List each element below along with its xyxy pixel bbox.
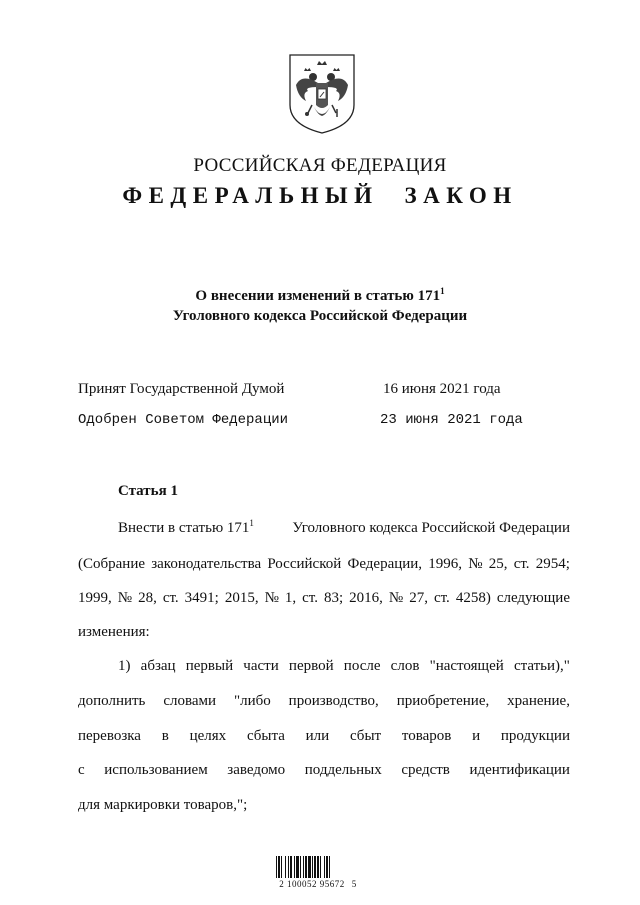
word: производство, xyxy=(288,693,379,709)
article-line-7 xyxy=(78,728,570,745)
word: Федерации, xyxy=(347,556,423,572)
word: первой xyxy=(288,658,334,674)
word: № xyxy=(264,590,279,606)
article-line-9: для маркировки товаров,"; xyxy=(78,797,248,813)
law-title xyxy=(0,286,640,326)
document-type-heading xyxy=(0,183,640,209)
barcode-bar xyxy=(290,856,292,878)
word: 28, xyxy=(138,590,157,606)
word: (Собрание xyxy=(78,556,146,572)
barcode-bar xyxy=(326,856,328,878)
barcode-bar xyxy=(308,856,311,878)
word: 27, xyxy=(409,590,428,606)
word: 2015, xyxy=(224,590,259,606)
word: дополнить xyxy=(78,693,146,709)
word: целях xyxy=(189,728,227,744)
barcode xyxy=(268,846,368,894)
word: абзац xyxy=(140,658,176,674)
word: 25, xyxy=(488,556,508,572)
word: 2954; xyxy=(535,556,570,572)
word: статьи)," xyxy=(513,658,570,674)
word: первый xyxy=(185,658,234,674)
document-type-word-1: ФЕДЕРАЛЬНЫЙ xyxy=(122,183,379,208)
word: законодательства xyxy=(151,556,262,572)
barcode-bar xyxy=(288,856,289,878)
word: ст. xyxy=(162,590,179,606)
word: продукции xyxy=(500,728,570,744)
word: идентификации xyxy=(469,762,570,778)
barcode-number xyxy=(268,879,368,889)
article-line-8 xyxy=(78,762,570,779)
barcode-bar xyxy=(296,856,299,878)
word: 2016, xyxy=(349,590,383,606)
word: или xyxy=(305,728,330,744)
barcode-bar xyxy=(285,856,286,878)
law-title-line-2: Уголовного кодекса Российской Федерации xyxy=(172,308,468,324)
country-heading: РОССИЙСКАЯ ФЕДЕРАЦИЯ xyxy=(193,155,447,176)
word: "либо xyxy=(233,693,271,709)
word: следующие xyxy=(496,590,570,606)
barcode-bars xyxy=(276,856,358,878)
word: Российской xyxy=(267,556,342,572)
word: "настоящей xyxy=(429,658,504,674)
word: № xyxy=(117,590,133,606)
word: поддельных xyxy=(304,762,382,778)
law-title-superscript: 1 xyxy=(440,286,445,296)
article-line-5 xyxy=(118,658,570,675)
word: в xyxy=(161,728,169,744)
word: перевозка xyxy=(78,728,141,744)
word: части xyxy=(243,658,279,674)
barcode-bar xyxy=(324,856,325,878)
word: 83; xyxy=(323,590,344,606)
word: № xyxy=(468,556,483,572)
word: словами xyxy=(163,693,217,709)
article-line-4: изменения: xyxy=(78,624,150,640)
article-line-1-superscript: 1 xyxy=(249,518,254,528)
barcode-bar xyxy=(329,856,330,878)
word: сбыт xyxy=(349,728,382,744)
barcode-bar xyxy=(303,856,304,878)
barcode-bar xyxy=(294,856,295,878)
approved-council-label: Одобрен Советом Федерации xyxy=(78,412,289,428)
word: 1996, xyxy=(428,556,463,572)
barcode-bar xyxy=(314,856,316,878)
word: 1) xyxy=(118,658,131,674)
word: хранение, xyxy=(507,693,570,709)
article-line-3 xyxy=(78,590,570,607)
word: № xyxy=(388,590,404,606)
adopted-duma-label: Принят Государственной Думой xyxy=(78,381,285,397)
word: после xyxy=(343,658,381,674)
word: ст. xyxy=(433,590,450,606)
article-line-1-rest: Уголовного кодекса Российской Федерации xyxy=(292,520,570,536)
barcode-bar xyxy=(320,856,321,878)
word: 4258) xyxy=(455,590,491,606)
article-line-6 xyxy=(78,693,570,710)
coat-of-arms-emblem xyxy=(288,53,356,135)
barcode-bar xyxy=(317,856,319,878)
word: средств xyxy=(401,762,450,778)
barcode-bar xyxy=(276,856,277,878)
barcode-bar xyxy=(305,856,307,878)
word: 1, xyxy=(284,590,297,606)
word: приобретение, xyxy=(396,693,490,709)
barcode-bar xyxy=(312,856,313,878)
barcode-bar xyxy=(281,856,282,878)
word: ст. xyxy=(302,590,318,606)
law-title-line-1-text: О внесении изменений в статью 171 xyxy=(195,288,441,304)
article-line-1-prefix xyxy=(118,520,254,537)
article-line-1-prefix-text: Внести в статью 171 xyxy=(118,520,250,536)
article-heading: Статья 1 xyxy=(118,483,178,499)
word: с xyxy=(78,762,85,778)
law-title-line-1 xyxy=(0,286,640,306)
adopted-duma-date: 16 июня 2021 года xyxy=(383,381,501,397)
word: слов xyxy=(390,658,420,674)
barcode-check-digit: 5 xyxy=(351,879,357,889)
document-type-word-2: ЗАКОН xyxy=(404,183,518,208)
barcode-bar xyxy=(300,856,301,878)
word: заведомо xyxy=(227,762,286,778)
word: 3491; xyxy=(184,590,219,606)
word: и xyxy=(472,728,481,744)
approved-council-date: 23 июня 2021 года xyxy=(380,412,523,428)
word: ст. xyxy=(513,556,530,572)
article-line-1 xyxy=(118,520,570,537)
word: товаров xyxy=(401,728,452,744)
word: 1999, xyxy=(78,590,112,606)
word: сбыта xyxy=(246,728,285,744)
article-line-2 xyxy=(78,556,570,573)
barcode-digits: 2 100052 95672 xyxy=(279,879,345,889)
barcode-bar xyxy=(278,856,280,878)
word: использованием xyxy=(104,762,208,778)
